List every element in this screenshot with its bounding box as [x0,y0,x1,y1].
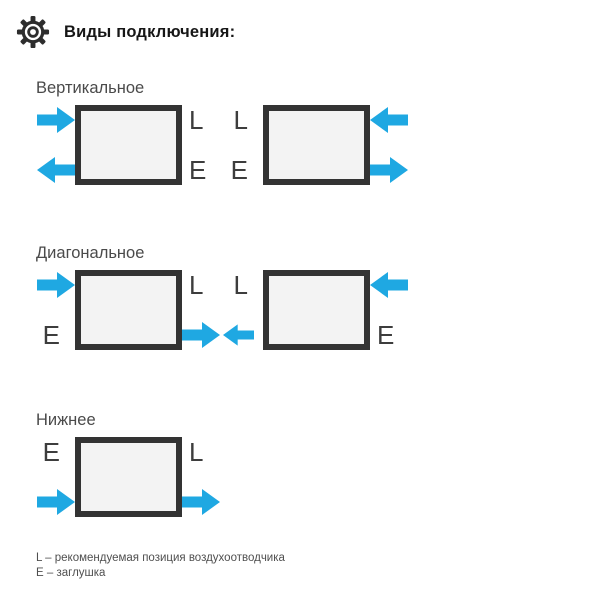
supply-arrow-slot [35,106,75,134]
radiator-box [263,270,370,350]
section-label-vertical: Вертикальное [36,79,145,97]
radiator-box [75,105,182,185]
gear-icon [16,15,50,49]
diagram-diagonal-left [35,270,222,350]
diagram-vertical-left [35,105,222,185]
return-arrow-slot [223,321,263,349]
radiator-box [75,437,182,517]
return-arrow-slot [182,488,222,516]
arrow-right-icon [37,272,75,298]
diagram-diagonal-right [223,270,410,350]
page-title: Виды подключения: [64,22,236,41]
arrow-left-icon [223,322,254,348]
vent-label: L [189,105,204,135]
arrow-right-icon [182,322,220,348]
arrow-right-icon [370,157,408,183]
vent-label: L [233,270,248,300]
legend [36,551,285,581]
supply-arrow-slot [370,271,410,299]
arrow-right-icon [37,489,75,515]
arrow-left-icon [37,157,75,183]
section-label-diagonal: Диагональное [36,244,145,262]
plug-label: E [42,437,60,467]
arrow-left-icon [370,107,408,133]
supply-arrow-slot [35,488,75,516]
arrow-right-icon [37,107,75,133]
legend-plug-line: E – заглушка [36,567,106,579]
vent-label: L [233,105,248,135]
supply-arrow-slot [370,106,410,134]
supply-arrow-slot [35,271,75,299]
radiator-box [75,270,182,350]
header [16,15,235,49]
diagram-vertical-right [223,105,410,185]
plug-label: E [189,155,207,185]
diagram-bottom [35,437,222,517]
vent-label: L [189,437,204,467]
arrow-right-icon [182,489,220,515]
arrow-left-icon [370,272,408,298]
legend-vent-line: L – рекомендуемая позиция воздухоотводчика [36,552,285,564]
radiator-box [263,105,370,185]
plug-label: E [42,320,60,350]
section-label-bottom: Нижнее [36,411,96,429]
return-arrow-slot [35,156,75,184]
plug-label: E [230,155,248,185]
return-arrow-slot [182,321,222,349]
return-arrow-slot [370,156,410,184]
vent-label: L [189,270,204,300]
plug-label: E [377,320,395,350]
